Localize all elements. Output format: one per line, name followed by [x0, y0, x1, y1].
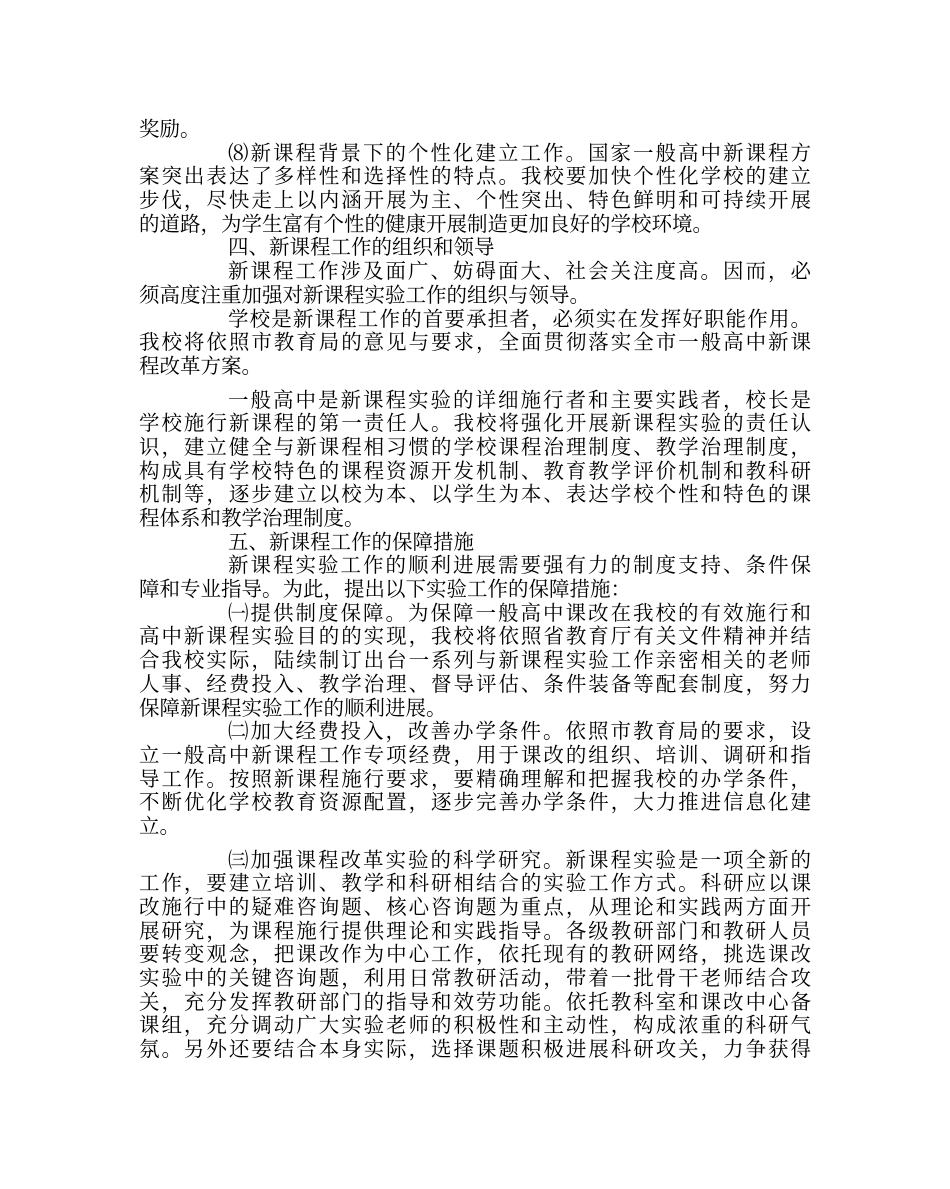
- text-line: 改施行中的疑难咨询题、核心咨询题为重点，从理论和实践两方面开: [139, 895, 811, 919]
- text-line: 须高度注重加强对新课程实验工作的组织与领导。: [139, 282, 590, 307]
- text-line: 我校将依照市教育局的意见与要求，全面贯彻落实全市一般高中新课: [139, 330, 811, 355]
- text-line: 新课程工作涉及面广、妨碍面大、社会关注度高。因而，必: [228, 259, 811, 284]
- text-line: 导工作。按照新课程施行要求，要精确理解和把握我校的办学条件，: [139, 766, 811, 791]
- text-line: 障和专业指导。为此，提出以下实验工作的保障措施：: [139, 577, 631, 602]
- text-line: 保障新课程实验工作的顺利进展。: [139, 695, 447, 720]
- section-heading-organization: [139, 236, 811, 260]
- text-line: 的道路，为学生富有个性的健康开展制造更加良好的学校环境。: [139, 211, 713, 236]
- text-line: 高中新课程实验目的的实现，我校将依照省教育厅有关文件精神并结: [139, 624, 811, 649]
- section-heading-safeguards: [139, 531, 811, 555]
- text-line: 关，充分发挥教研部门的指导和效劳功能。依托教科室和课改中心备: [139, 989, 811, 1014]
- text-line: 实验中的关键咨询题，利用日常教研活动，带着一批骨干老师结合攻: [139, 966, 811, 991]
- text-line: 不断优化学校教育资源配置，逐步完善办学条件，大力推进信息化建: [139, 790, 811, 815]
- text-line: ㈠提供制度保障。为保障一般高中课改在我校的有效施行和: [228, 600, 811, 625]
- text-line: 展研究，为课程施行提供理论和实践指导。各级教研部门和教研人员: [139, 918, 811, 943]
- text-line: 立一般高中新课程工作专项经费，用于课改的组织、培训、调研和指: [139, 742, 811, 767]
- text-line: 学校是新课程工作的首要承担者，必须实在发挥好职能作用。: [228, 306, 811, 331]
- heading-line: 五、新课程工作的保障措施: [228, 529, 474, 554]
- text-line: 工作，要建立培训、教学和科研相结合的实验工作方式。科研应以课: [139, 871, 811, 896]
- text-line: 立。: [139, 813, 180, 838]
- paragraph-safeguards-intro: [139, 554, 811, 601]
- paragraph-school-role: [139, 308, 811, 379]
- text-line: 步伐，尽快走上以内涵开展为主、个性突出、特色鲜明和可持续开展: [139, 188, 811, 213]
- paragraph-research: [139, 849, 811, 1062]
- text-line: 要转变观念，把课改作为中心工作，依托现有的教研网络，挑选课改: [139, 942, 811, 967]
- paragraph-reward: [139, 118, 811, 142]
- text-line: 奖励。: [139, 117, 201, 141]
- paragraph-institutional-guarantee: [139, 602, 811, 720]
- text-line: 氛。另外还要结合本身实际，选择课题积极进展科研攻关，力争获得: [139, 1037, 811, 1062]
- text-line: 案突出表达了多样性和选择性的特点。我校要加快个性化学校的建立: [139, 164, 811, 189]
- text-line: ⑻新课程背景下的个性化建立工作。国家一般高中新课程方: [228, 140, 811, 165]
- paragraph-personalization: [139, 142, 811, 237]
- text-line: 人事、经费投入、教学治理、督导评估、条件装备等配套制度，努力: [139, 671, 811, 696]
- text-line: 新课程实验工作的顺利进展需要强有力的制度支持、条件保: [228, 553, 811, 578]
- text-line: 识，建立健全与新课程相习惯的学校课程治理制度、教学治理制度，: [139, 434, 811, 459]
- heading-line: 四、新课程工作的组织和领导: [228, 235, 495, 260]
- document-body: [139, 118, 811, 1062]
- text-line: 程改革方案。: [139, 353, 262, 378]
- text-line: 一般高中是新课程实验的详细施行者和主要实践者，校长是: [228, 387, 811, 412]
- text-line: 学校施行新课程的第一责任人。我校将强化开展新课程实验的责任认: [139, 411, 811, 436]
- text-line: 课组，充分调动广大实验老师的积极性和主动性，构成浓重的科研气: [139, 1013, 811, 1038]
- text-line: 构成具有学校特色的课程资源开发机制、教育教学评价机制和教科研: [139, 458, 811, 483]
- paragraph-principal-responsibility: [139, 389, 811, 531]
- paragraph-organization-intro: [139, 260, 811, 307]
- text-line: ㈡加大经费投入，改善办学条件。依照市教育局的要求，设: [228, 719, 811, 744]
- text-line: 机制等，逐步建立以校为本、以学生为本、表达学校个性和特色的课: [139, 482, 811, 507]
- text-line: 合我校实际，陆续制订出台一系列与新课程实验工作亲密相关的老师: [139, 648, 811, 673]
- text-line: ㈢加强课程改革实验的科学研究。新课程实验是一项全新的: [228, 847, 811, 872]
- paragraph-funding: [139, 720, 811, 838]
- text-line: 程体系和教学治理制度。: [139, 506, 365, 530]
